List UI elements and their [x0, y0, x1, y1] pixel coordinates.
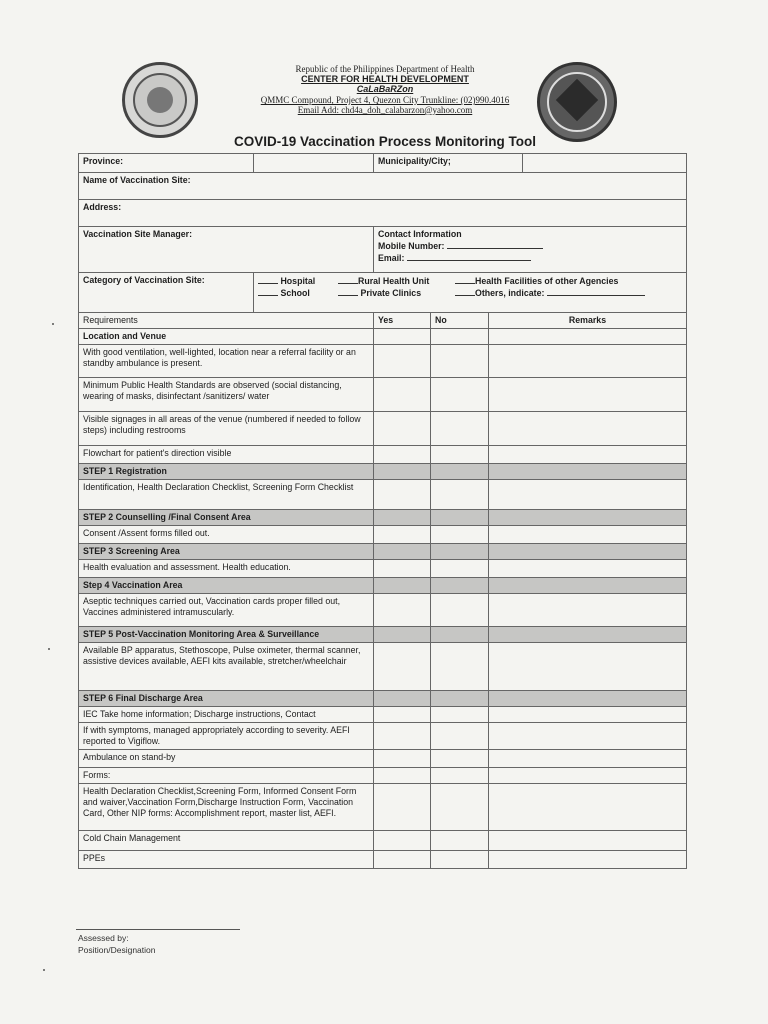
- requirement-row: [79, 707, 687, 723]
- yes-cell[interactable]: [374, 707, 431, 723]
- yes-cell[interactable]: [374, 643, 431, 691]
- scan-speck: [43, 969, 45, 971]
- requirement-text: Health Declaration Checklist,Screening Form, Informed Consent Form and waiver,Vaccination Form,Discharge Instruction Form, Vaccination Card, Other NIP forms: Accomplishment report, master list, AEFI.: [79, 784, 374, 831]
- requirement-row: [79, 378, 687, 412]
- requirement-text: Location and Venue: [79, 329, 374, 345]
- remarks-cell[interactable]: [489, 544, 687, 560]
- doh-seal-logo: [122, 62, 198, 138]
- category-label: Category of Vaccination Site:: [79, 273, 254, 313]
- site-name-field[interactable]: Name of Vaccination Site:: [79, 173, 687, 200]
- remarks-cell[interactable]: [489, 831, 687, 851]
- category-other-agencies: Health Facilities of other Agencies: [475, 276, 619, 286]
- yes-cell[interactable]: [374, 412, 431, 446]
- no-cell[interactable]: [431, 643, 489, 691]
- requirement-text: PPEs: [79, 851, 374, 869]
- municipality-label: Municipality/City;: [374, 154, 523, 173]
- requirement-row: [79, 851, 687, 869]
- requirement-row: [79, 412, 687, 446]
- step-row: [79, 627, 687, 643]
- requirement-text: Visible signages in all areas of the venue (numbered if needed to follow steps) including restrooms: [79, 412, 374, 446]
- remarks-cell[interactable]: [489, 510, 687, 526]
- remarks-cell[interactable]: [489, 560, 687, 578]
- category-hospital: Hospital: [280, 276, 316, 286]
- page-title: COVID-19 Vaccination Process Monitoring Tool: [233, 134, 537, 149]
- requirement-text: Aseptic techniques carried out, Vaccination cards proper filled out, Vaccines administered intramuscularly.: [79, 594, 374, 627]
- requirement-text: Health evaluation and assessment. Health education.: [79, 560, 374, 578]
- remarks-cell[interactable]: [489, 594, 687, 627]
- step-row: [79, 464, 687, 480]
- step-label: STEP 6 Final Discharge Area: [79, 691, 374, 707]
- step-label: STEP 1 Registration: [79, 464, 374, 480]
- no-cell[interactable]: [431, 526, 489, 544]
- remarks-cell[interactable]: [489, 768, 687, 784]
- requirement-text: If with symptoms, managed appropriately according to severity. AEFI reported to Vigiflow.: [79, 723, 374, 750]
- no-cell[interactable]: [431, 480, 489, 510]
- contact-info-cell: [374, 227, 687, 273]
- no-cell[interactable]: [431, 831, 489, 851]
- yes-cell[interactable]: [374, 831, 431, 851]
- requirement-row: [79, 643, 687, 691]
- yes-cell[interactable]: [374, 464, 431, 480]
- requirement-row: [79, 560, 687, 578]
- step-row: [79, 510, 687, 526]
- category-options: [254, 273, 687, 313]
- step-row: [79, 691, 687, 707]
- header-line-3: CaLaBaRZon: [356, 84, 414, 94]
- hospital-checkline[interactable]: [258, 275, 278, 284]
- monitoring-form-table: [78, 153, 687, 869]
- requirement-row: [79, 750, 687, 768]
- site-manager-field[interactable]: Vaccination Site Manager:: [79, 227, 374, 273]
- no-cell[interactable]: [431, 851, 489, 869]
- remarks-cell[interactable]: [489, 378, 687, 412]
- category-rhu: Rural Health Unit: [358, 276, 430, 286]
- remarks-cell[interactable]: [489, 480, 687, 510]
- yes-cell[interactable]: [374, 594, 431, 627]
- requirement-row: [79, 345, 687, 378]
- no-cell[interactable]: [431, 578, 489, 594]
- no-cell[interactable]: [431, 594, 489, 627]
- no-cell[interactable]: [431, 768, 489, 784]
- requirement-text: Cold Chain Management: [79, 831, 374, 851]
- email-label: Email:: [378, 253, 405, 263]
- step-label: STEP 3 Screening Area: [79, 544, 374, 560]
- school-checkline[interactable]: [258, 287, 278, 296]
- requirement-row: [79, 480, 687, 510]
- scan-speck: [52, 323, 54, 325]
- remarks-cell[interactable]: [489, 627, 687, 643]
- others-input-line[interactable]: [547, 287, 645, 296]
- requirement-text: Minimum Public Health Standards are observed (social distancing, wearing of masks, disinfectant /sanitizers/ water: [79, 378, 374, 412]
- no-cell[interactable]: [431, 378, 489, 412]
- remarks-cell[interactable]: [489, 750, 687, 768]
- yes-cell[interactable]: [374, 526, 431, 544]
- step-label: STEP 5 Post-Vaccination Monitoring Area & Surveillance: [79, 627, 374, 643]
- remarks-cell[interactable]: [489, 723, 687, 750]
- remarks-cell[interactable]: [489, 643, 687, 691]
- private-checkline[interactable]: [338, 287, 358, 296]
- yes-cell[interactable]: [374, 510, 431, 526]
- remarks-cell[interactable]: [489, 578, 687, 594]
- step-row: [79, 544, 687, 560]
- remarks-cell[interactable]: [489, 345, 687, 378]
- rhu-checkline[interactable]: [338, 275, 358, 284]
- assessed-by-label: Assessed by:: [78, 933, 129, 943]
- no-cell[interactable]: [431, 412, 489, 446]
- requirements-header: Requirements: [79, 313, 374, 329]
- category-others: Others, indicate:: [475, 288, 545, 298]
- yes-cell[interactable]: [374, 329, 431, 345]
- yes-cell[interactable]: [374, 768, 431, 784]
- no-cell[interactable]: [431, 446, 489, 464]
- remarks-cell[interactable]: [489, 707, 687, 723]
- header-line-1: Republic of the Philippines Department of Health: [295, 64, 475, 74]
- header-line-5: Email Add: chd4a_doh_calabarzon@yahoo.com: [297, 105, 473, 115]
- requirement-row: [79, 446, 687, 464]
- remarks-cell[interactable]: [489, 446, 687, 464]
- yes-cell[interactable]: [374, 446, 431, 464]
- category-school: School: [280, 288, 310, 298]
- contact-info-title: Contact Information: [378, 229, 462, 239]
- no-cell[interactable]: [431, 750, 489, 768]
- yes-cell[interactable]: [374, 627, 431, 643]
- remarks-cell[interactable]: [489, 412, 687, 446]
- yes-cell[interactable]: [374, 851, 431, 869]
- no-cell[interactable]: [431, 329, 489, 345]
- no-cell[interactable]: [431, 544, 489, 560]
- requirement-text: Ambulance on stand-by: [79, 750, 374, 768]
- no-cell[interactable]: [431, 723, 489, 750]
- scan-speck: [48, 648, 50, 650]
- yes-cell[interactable]: [374, 560, 431, 578]
- yes-cell[interactable]: [374, 345, 431, 378]
- yes-header: Yes: [374, 313, 431, 329]
- no-cell[interactable]: [431, 784, 489, 831]
- signature-line: [76, 929, 240, 930]
- requirement-row: [79, 526, 687, 544]
- requirement-row: [79, 831, 687, 851]
- requirement-row: [79, 329, 687, 345]
- no-cell[interactable]: [431, 691, 489, 707]
- requirement-text: With good ventilation, well-lighted, location near a referral facility or an standby ambulance is present.: [79, 345, 374, 378]
- others-checkline[interactable]: [455, 287, 475, 296]
- mobile-input-line[interactable]: [447, 240, 543, 249]
- municipality-value[interactable]: [523, 154, 687, 173]
- requirement-row: [79, 723, 687, 750]
- remarks-header: Remarks: [489, 313, 687, 329]
- mobile-label: Mobile Number:: [378, 241, 445, 251]
- yes-cell[interactable]: [374, 784, 431, 831]
- yes-cell[interactable]: [374, 578, 431, 594]
- yes-cell[interactable]: [374, 723, 431, 750]
- province-label: Province:: [79, 154, 254, 173]
- yes-cell[interactable]: [374, 750, 431, 768]
- category-private: Private Clinics: [360, 288, 422, 298]
- requirement-text: Consent /Assent forms filled out.: [79, 526, 374, 544]
- province-value[interactable]: [254, 154, 374, 173]
- no-cell[interactable]: [431, 464, 489, 480]
- other-agencies-checkline[interactable]: [455, 275, 475, 284]
- yes-cell[interactable]: [374, 480, 431, 510]
- requirement-row: [79, 784, 687, 831]
- no-cell[interactable]: [431, 510, 489, 526]
- remarks-cell[interactable]: [489, 851, 687, 869]
- step-label: STEP 2 Counselling /Final Consent Area: [79, 510, 374, 526]
- no-header: No: [431, 313, 489, 329]
- remarks-cell[interactable]: [489, 329, 687, 345]
- remarks-cell[interactable]: [489, 526, 687, 544]
- chd-seal-logo: [537, 62, 617, 142]
- no-cell[interactable]: [431, 560, 489, 578]
- requirement-text: Forms:: [79, 768, 374, 784]
- requirement-text: Available BP apparatus, Stethoscope, Pulse oximeter, thermal scanner, assistive devices available, AEFI kits available, stretcher/wheelchair: [79, 643, 374, 691]
- requirement-text: IEC Take home information; Discharge instructions, Contact: [79, 707, 374, 723]
- no-cell[interactable]: [431, 345, 489, 378]
- step-row: [79, 578, 687, 594]
- remarks-cell[interactable]: [489, 784, 687, 831]
- yes-cell[interactable]: [374, 544, 431, 560]
- yes-cell[interactable]: [374, 691, 431, 707]
- header-line-4: QMMC Compound, Project 4, Quezon City Trunkline: (02)990.4016: [260, 95, 510, 105]
- requirement-row: [79, 594, 687, 627]
- no-cell[interactable]: [431, 627, 489, 643]
- yes-cell[interactable]: [374, 378, 431, 412]
- requirement-text: Flowchart for patient's direction visible: [79, 446, 374, 464]
- remarks-cell[interactable]: [489, 691, 687, 707]
- address-field[interactable]: Address:: [79, 200, 687, 227]
- email-input-line[interactable]: [407, 252, 531, 261]
- remarks-cell[interactable]: [489, 464, 687, 480]
- requirement-text: Identification, Health Declaration Checklist, Screening Form Checklist: [79, 480, 374, 510]
- step-label: Step 4 Vaccination Area: [79, 578, 374, 594]
- no-cell[interactable]: [431, 707, 489, 723]
- position-designation-label: Position/Designation: [78, 945, 156, 955]
- header-line-2: CENTER FOR HEALTH DEVELOPMENT: [301, 74, 469, 84]
- requirement-row: [79, 768, 687, 784]
